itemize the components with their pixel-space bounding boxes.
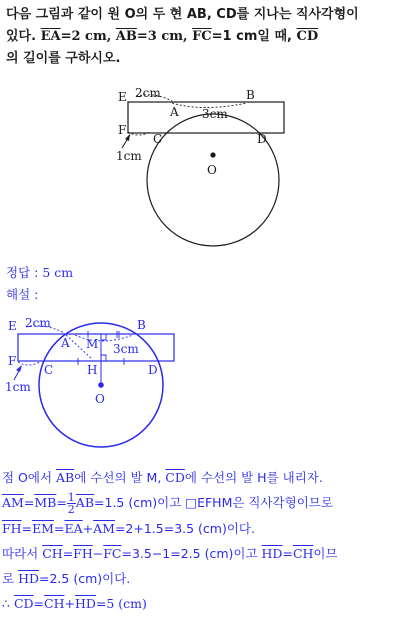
label-a-solution: A xyxy=(61,336,70,350)
problem-figure xyxy=(100,86,300,266)
solution-line-2: $\overline{AM}=\overline{MB}=$ $\frac{1}{2}$ $\overline{AB}=1.5$ (cm)이고 □EFHM은 직사각형이므로 xyxy=(2,491,333,516)
label-h-solution: H xyxy=(87,363,98,377)
answer-block xyxy=(6,262,73,306)
label-o-solution: O xyxy=(95,392,105,406)
segment-ab: $\overline{AB}$ xyxy=(115,29,137,44)
label-d-solution: D xyxy=(148,363,158,377)
solution-line-1: 점 O에서 $\overline{AB}$에 수선의 발 M, $\overline{CD}$에 수선의 발 H를 내리자. xyxy=(2,470,323,485)
label-ea-length: 2cm xyxy=(135,86,161,100)
answer-value: 5 cm xyxy=(42,265,74,280)
label-e-solution: E xyxy=(8,319,17,333)
center-point xyxy=(210,152,215,157)
label-a: A xyxy=(170,105,179,119)
label-m-solution: M xyxy=(86,337,99,351)
solution-text xyxy=(2,467,400,618)
label-b: B xyxy=(246,88,255,102)
problem-line-2: 있다. $\overline{EA}=2$ cm, $\overline{AB}=3$ cm, $\overline{FC}=1$ cm일 때, $\overline{CD}$ xyxy=(6,29,319,44)
problem-line-1: 다음 그림과 같이 원 O의 두 현 AB, CD를 지나는 직사각형이 xyxy=(6,7,359,22)
solution-label: 해설 : xyxy=(6,287,39,302)
problem-line-3: 의 길이를 구하시오. xyxy=(6,51,121,66)
label-e: E xyxy=(118,90,127,104)
label-f: F xyxy=(118,123,127,137)
label-ab-length-solution: 3cm xyxy=(113,342,139,356)
solution-line-5: 로 $\overline{HD}=2.5$ (cm)이다. xyxy=(2,571,131,586)
solution-figure xyxy=(0,313,200,471)
label-fc-length-solution: 1cm xyxy=(5,380,31,394)
segment-cd: $\overline{CD}$ xyxy=(296,29,319,44)
solution-line-6: ∴ $\overline{CD}=\overline{CH}+\overline{HD}=5$ (cm) xyxy=(2,596,147,611)
label-b-solution: B xyxy=(137,318,146,332)
label-ea-length-solution: 2cm xyxy=(25,316,51,330)
segment-fc: $\overline{FC}$ xyxy=(192,29,212,44)
label-o: O xyxy=(207,163,217,177)
label-f-solution: F xyxy=(8,354,17,368)
label-c: C xyxy=(153,132,163,146)
solution-line-4: 따라서 $\overline{CH}=\overline{FH}-\overline{FC}=3.5-1=2.5$ (cm)이고 $\overline{HD}=\overline{CH}$이므 xyxy=(2,546,338,561)
solution-line-3: $\overline{FH}=\overline{EM}=\overline{EA}+\overline{AM}=2+1.5=3.5$ (cm)이다. xyxy=(2,521,255,536)
label-d: D xyxy=(257,132,267,146)
label-ab-length: 3cm xyxy=(202,107,228,121)
segment-ea: $\overline{EA}$ xyxy=(40,29,61,44)
fraction-one-half: $\frac{1}{2}$ xyxy=(67,491,75,516)
label-fc-length: 1cm xyxy=(116,149,142,163)
answer-line xyxy=(6,262,73,284)
problem-statement xyxy=(6,4,398,70)
label-c-solution: C xyxy=(44,363,54,377)
answer-label: 정답 : xyxy=(6,265,39,280)
